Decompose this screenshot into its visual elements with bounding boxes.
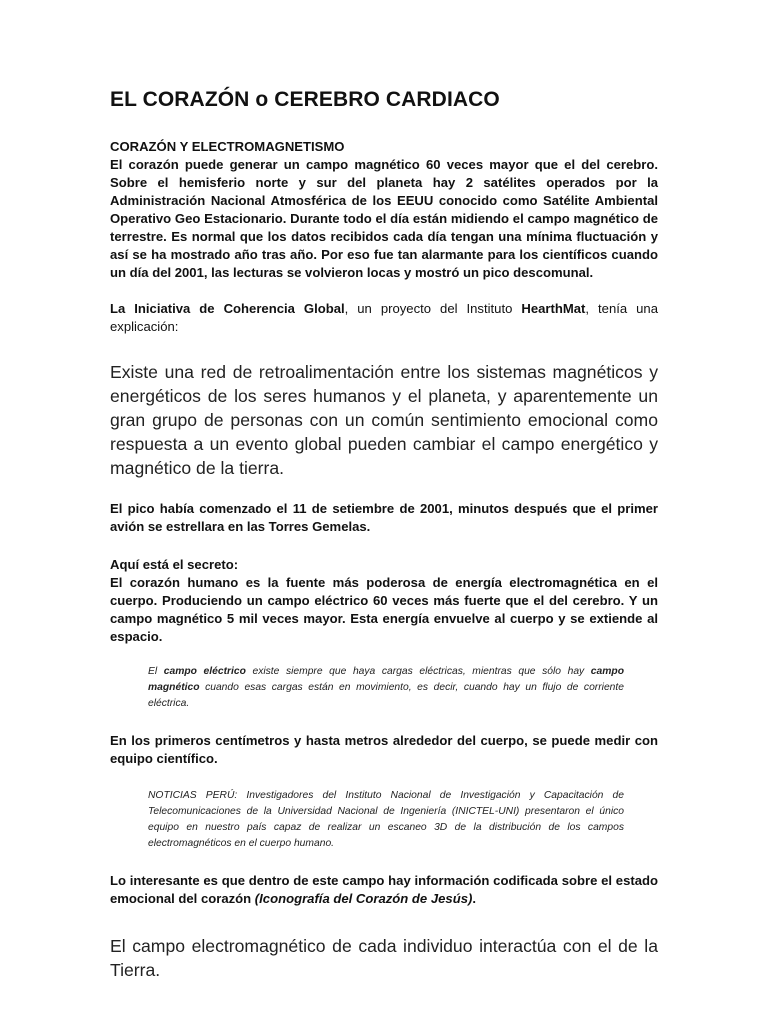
paragraph-encoded-info: Lo interesante es que dentro de este campo hay información codificada sobre el estado emocional del corazón (Iconografía del Corazón de Jesús). [110,873,658,906]
document-title: EL CORAZÓN o CEREBRO CARDIACO [110,88,500,111]
secret-heading: Aquí está el secreto: [110,557,239,572]
quote-electric-field: El campo eléctrico existe siempre que haya cargas eléctricas, mientras que sólo hay campo magnético cuando esas cargas están en movimiento, es decir, cuando hay un flujo de corriente eléctrica. [148,666,624,709]
document-page [110,88,658,982]
paragraph-measurement: En los primeros centímetros y hasta metros alrededor del cuerpo, se puede medir con equipo científico. [110,733,658,766]
paragraph-initiative: La Iniciativa de Coherencia Global, un proyecto del Instituto HearthMat, tenía una explicación: [110,301,659,334]
highlight-paragraph-network: Existe una red de retroalimentación entre los sistemas magnéticos y energéticos de los seres humanos y el planeta, y aparentemente un gran grupo de personas con un común sentimiento emocional como respuesta a un evento global pueden cambiar el campo energético y magnético de la tierra. [110,362,658,478]
paragraph-peak: El pico había comenzado el 11 de setiembre de 2001, minutos después que el primer avión se estrellara en las Torres Gemelas. [110,501,658,534]
paragraph-intro: El corazón puede generar un campo magnético 60 veces mayor que el del cerebro. Sobre el hemisferio norte y sur del planeta hay 2 satélites operados por la Administración Nacional Atmosférica de los EEUU conocido como Satélite Ambiental Operativo Geo Estacionario. Durante todo el día están midiendo el campo magnético de terrestre. Es normal que los datos recibidos cada día tengan una mínima fluctuación y así se ha mostrado año tras año. Por eso fue tan alarmante para los científicos cuando un día del 2001, las lecturas se volvieron locas y mostró un pico descomunal. [110,157,658,280]
institute-name: HearthMat [521,301,586,316]
paragraph-heart-source: El corazón humano es la fuente más poderosa de energía electromagnética en el cuerpo. Produciendo un campo eléctrico 60 veces más fuerte que el del cerebro. Y un campo magnético 5 mil veces mayor. Esta energía envuelve al cuerpo y se extiende al espacio. [110,575,658,644]
highlight-paragraph-earth: El campo electromagnético de cada individuo interactúa con el de la Tierra. [110,936,658,980]
initiative-name: La Iniciativa de Coherencia Global [110,301,345,316]
section-heading: CORAZÓN Y ELECTROMAGNETISMO [110,139,345,154]
quote-noticias-peru: NOTICIAS PERÚ: Investigadores del Instituto Nacional de Investigación y Capacitación de Telecomunicaciones de la Universidad Nacional de Ingeniería (INICTEL-UNI) presentaron el único equipo en nuestro país capaz de realizar un escaneo 3D de la distribución de los campos electromagnéticos en el cuerpo humano. [148,790,624,849]
